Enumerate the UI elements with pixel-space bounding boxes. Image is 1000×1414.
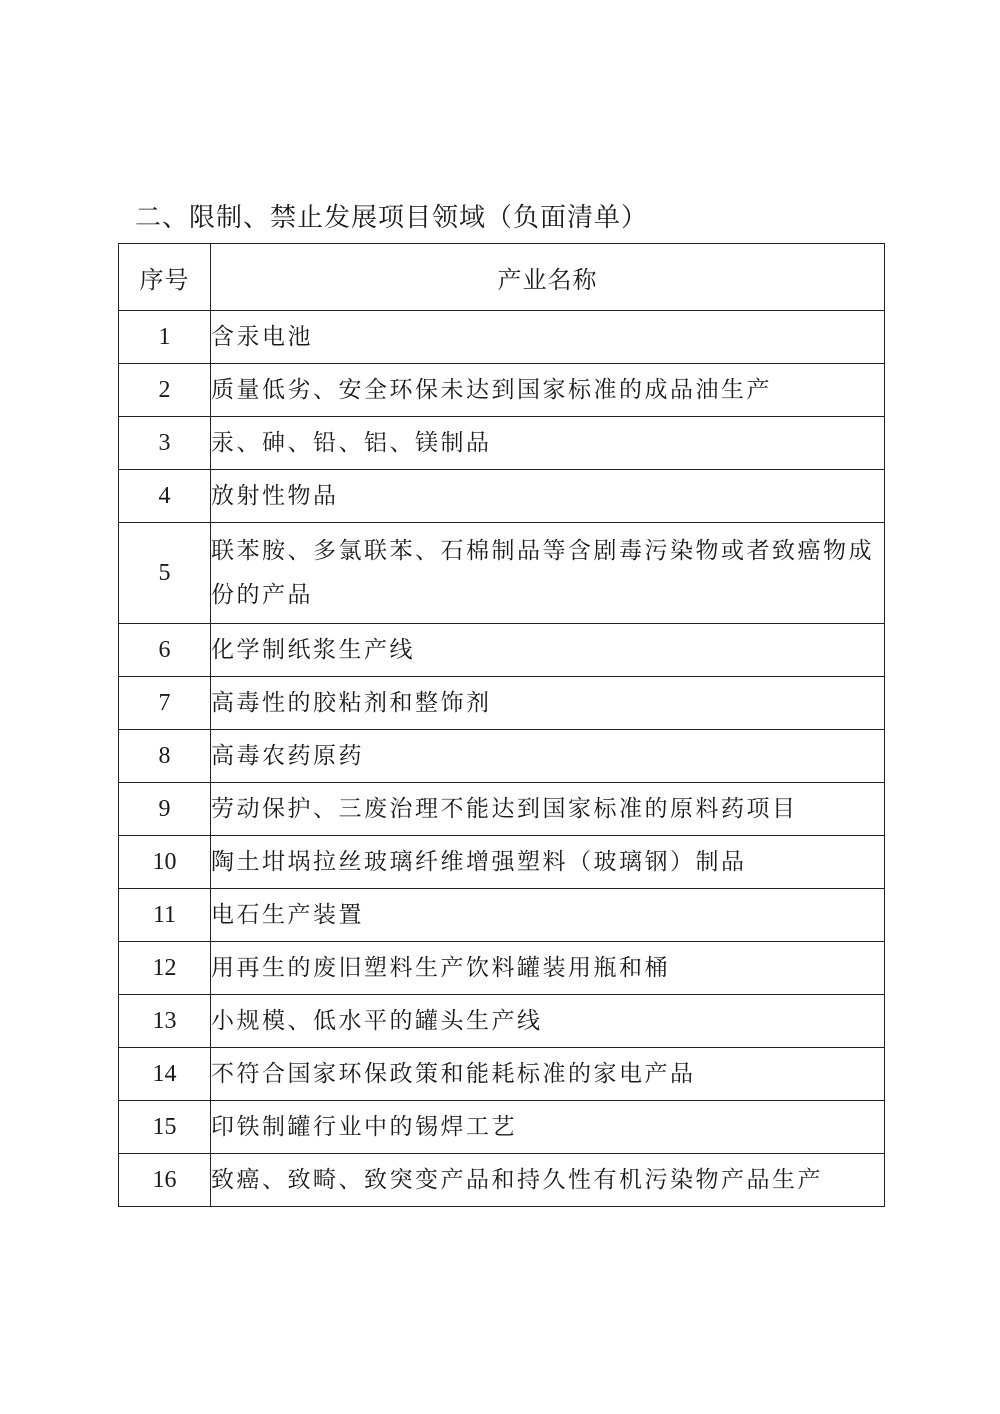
row-industry-name: 汞、砷、铅、铝、镁制品 [211,417,885,470]
table-row [119,1048,885,1101]
table-header-row [119,244,885,311]
row-number: 14 [119,1048,211,1101]
row-number: 13 [119,995,211,1048]
row-industry-name: 小规模、低水平的罐头生产线 [211,995,885,1048]
table-row [119,730,885,783]
row-industry-name: 印铁制罐行业中的锡焊工艺 [211,1101,885,1154]
row-industry-name: 质量低劣、安全环保未达到国家标准的成品油生产 [211,364,885,417]
row-number: 9 [119,783,211,836]
table-row [119,1101,885,1154]
row-number: 3 [119,417,211,470]
header-no: 序号 [119,244,211,311]
table-row [119,523,885,624]
row-industry-name: 联苯胺、多氯联苯、石棉制品等含剧毒污染物或者致癌物成份的产品 [211,523,885,624]
row-number: 12 [119,942,211,995]
table-row [119,836,885,889]
row-number: 11 [119,889,211,942]
table-row [119,470,885,523]
table-row [119,364,885,417]
table-row [119,942,885,995]
table-row [119,417,885,470]
row-industry-name: 不符合国家环保政策和能耗标准的家电产品 [211,1048,885,1101]
row-number: 6 [119,624,211,677]
row-industry-name: 含汞电池 [211,311,885,364]
row-number: 7 [119,677,211,730]
row-industry-name: 陶土坩埚拉丝玻璃纤维增强塑料（玻璃钢）制品 [211,836,885,889]
row-number: 10 [119,836,211,889]
row-number: 2 [119,364,211,417]
row-industry-name: 化学制纸浆生产线 [211,624,885,677]
header-industry-name: 产业名称 [211,244,885,311]
row-number: 5 [119,523,211,624]
row-number: 8 [119,730,211,783]
row-industry-name: 劳动保护、三废治理不能达到国家标准的原料药项目 [211,783,885,836]
table-row [119,783,885,836]
row-number: 16 [119,1154,211,1207]
row-industry-name: 放射性物品 [211,470,885,523]
table-row [119,995,885,1048]
row-number: 4 [119,470,211,523]
table-row [119,1154,885,1207]
negative-list-table [118,243,885,1207]
table-row [119,889,885,942]
row-number: 1 [119,311,211,364]
table-row [119,311,885,364]
row-industry-name: 致癌、致畸、致突变产品和持久性有机污染物产品生产 [211,1154,885,1207]
section-title: 二、限制、禁止发展项目领域（负面清单） [135,203,649,233]
row-industry-name: 高毒农药原药 [211,730,885,783]
row-industry-name: 电石生产装置 [211,889,885,942]
table-row [119,624,885,677]
row-industry-name: 用再生的废旧塑料生产饮料罐装用瓶和桶 [211,942,885,995]
row-number: 15 [119,1101,211,1154]
table-row [119,677,885,730]
row-industry-name: 高毒性的胶粘剂和整饰剂 [211,677,885,730]
